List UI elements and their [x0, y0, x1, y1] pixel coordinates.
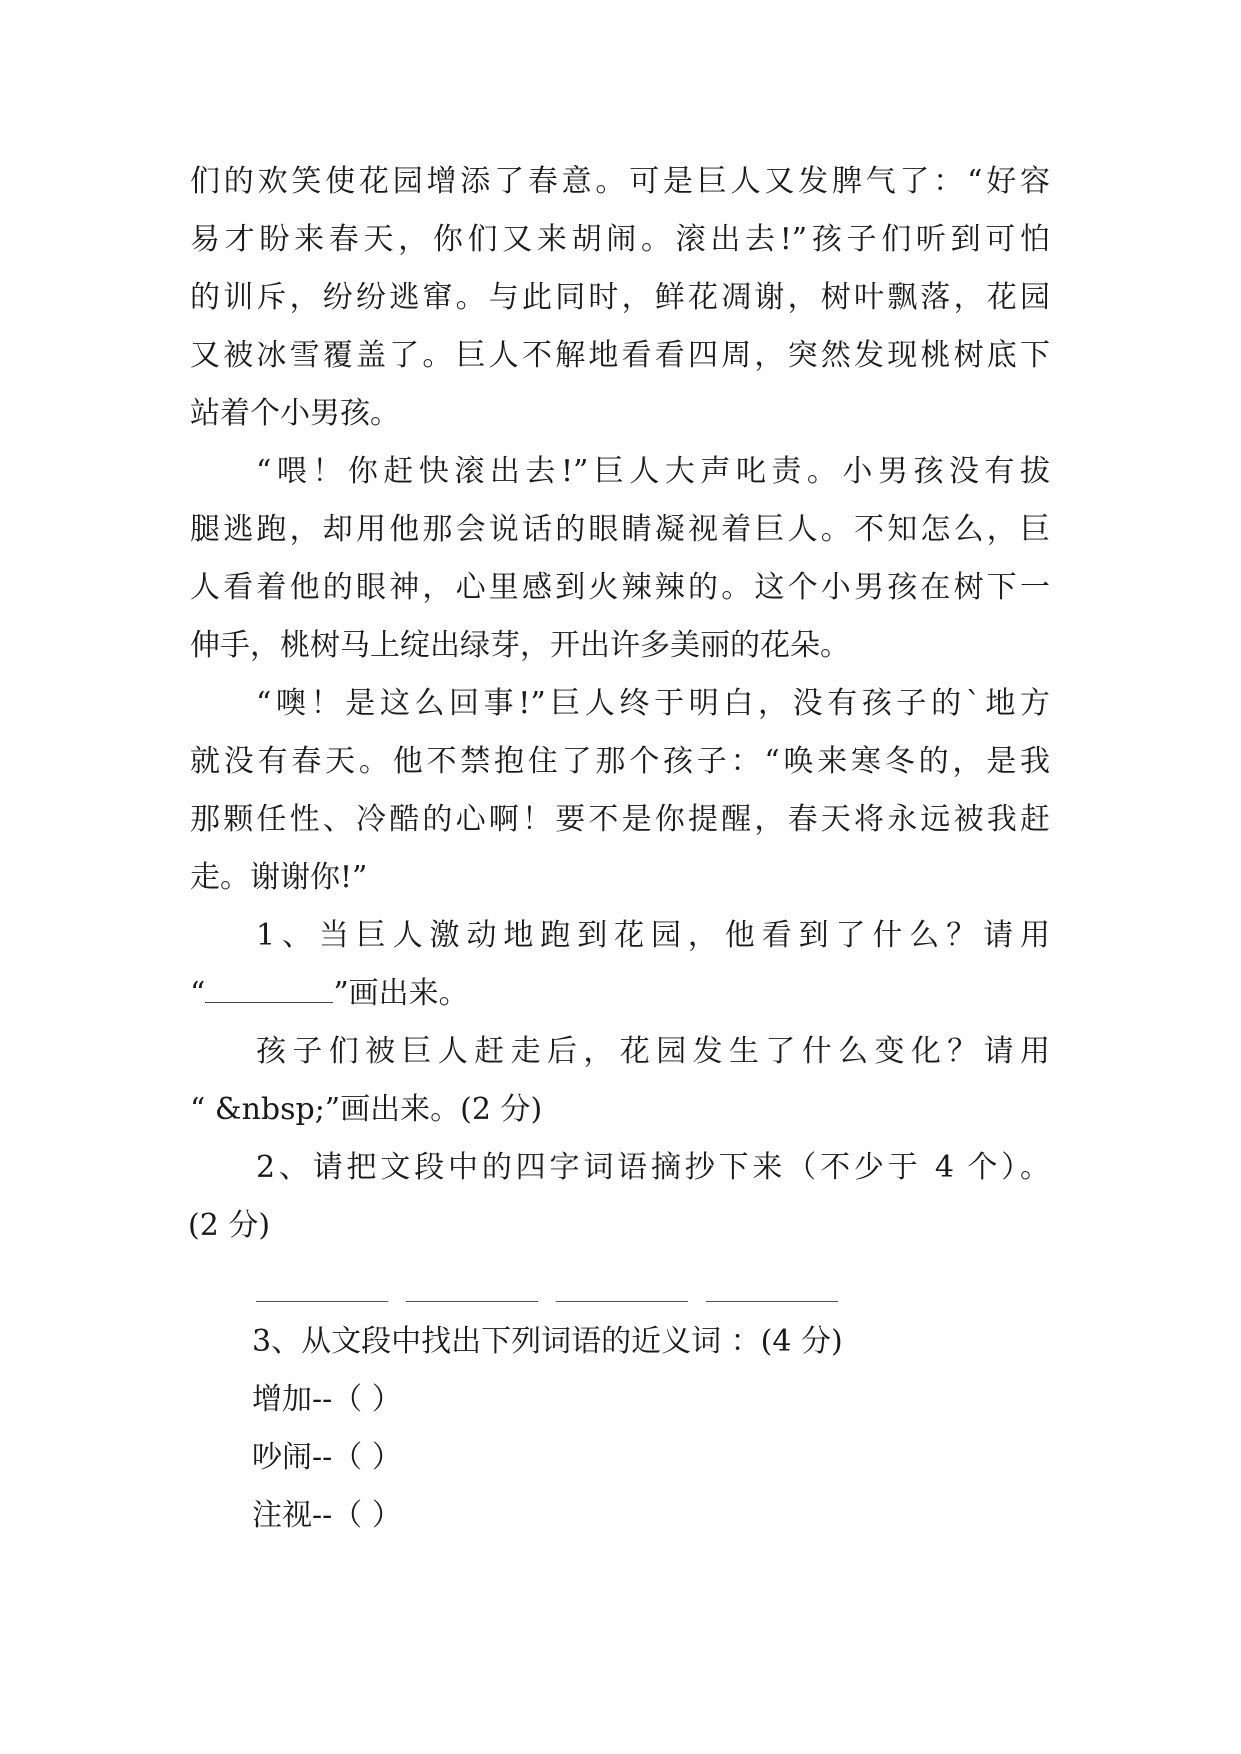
synonym-item: 吵闹--（ ） [252, 1440, 402, 1475]
passage-line: 易才盼来春天，你们又来胡闹。滚出去!”孩子们听到可怕 [190, 222, 1050, 257]
question-2-score: (2 分) [188, 1208, 271, 1243]
passage-line: 腿逃跑，却用他那会说话的眼睛凝视着巨人。不知怎么，巨 [190, 512, 1050, 547]
question-1-text: 1、当巨人激动地跑到花园，他看到了什么？请用 [256, 918, 1050, 953]
passage-line: 们的欢笑使花园增添了春意。可是巨人又发脾气了：“好容 [190, 164, 1050, 199]
answer-blank[interactable] [706, 1300, 838, 1302]
passage-line: 人看着他的眼神，心里感到火辣辣的。这个小男孩在树下一 [190, 570, 1050, 605]
passage-line: 的训斥，纷纷逃窜。与此同时，鲜花凋谢，树叶飘落，花园 [190, 280, 1050, 315]
passage-line: 又被冰雪覆盖了。巨人不解地看看四周，突然发现桃树底下 [190, 338, 1050, 373]
answer-blank[interactable] [406, 1300, 538, 1302]
synonym-item: 增加--（ ） [252, 1382, 402, 1417]
passage-line: 站着个小男孩。 [190, 396, 400, 431]
question-1-instruction: “ ”画出来。 [190, 976, 469, 1011]
question-2-text: 2、请把文段中的四字词语摘抄下来（不少于 4 个）。 [256, 1150, 1050, 1185]
passage-line: 就没有春天。他不禁抱住了那个孩子：“唤来寒冬的，是我 [190, 744, 1050, 779]
answer-blank[interactable] [256, 1300, 388, 1302]
passage-line: “喂！你赶快滚出去!”巨人大声叱责。小男孩没有拔 [256, 454, 1050, 489]
question-1b-text: 孩子们被巨人赶走后，花园发生了什么变化？请用 [256, 1034, 1050, 1069]
passage-line: 走。谢谢你!” [190, 860, 368, 895]
synonym-item: 注视--（ ） [252, 1498, 402, 1533]
underline-sample [205, 974, 333, 1003]
question-3-text: 3、从文段中找出下列词语的近义词 ：(4 分) [252, 1324, 843, 1359]
passage-line: “噢！是这么回事!”巨人终于明白，没有孩子的`地方 [256, 686, 1050, 721]
passage-line: 那颗任性、冷酷的心啊！要不是你提醒，春天将永远被我赶 [190, 802, 1050, 837]
question-1b-instruction: “ &nbsp;”画出来。(2 分) [190, 1092, 543, 1127]
passage-line: 伸手，桃树马上绽出绿芽，开出许多美丽的花朵。 [190, 628, 850, 663]
answer-blank[interactable] [556, 1300, 688, 1302]
